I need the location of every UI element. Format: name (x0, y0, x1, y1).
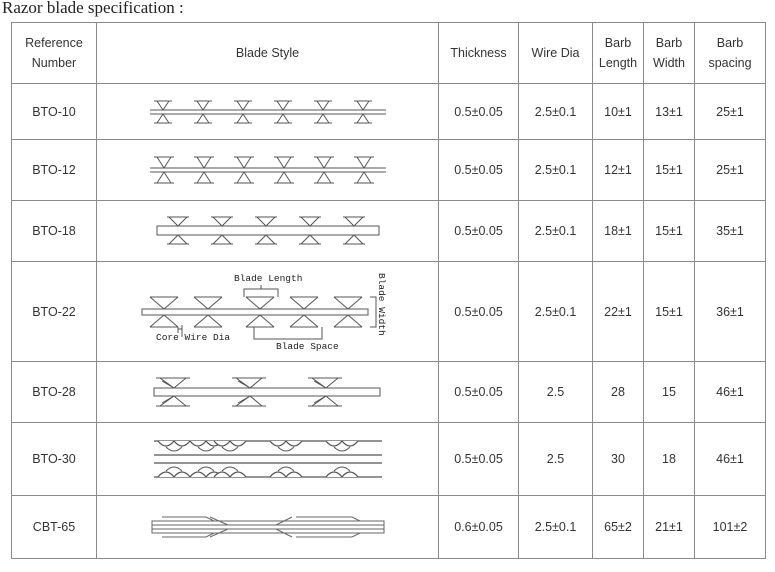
header-barb-width: Barb Width (644, 23, 695, 84)
barb-length-cell: 18±1 (593, 201, 644, 262)
blade-space-label: Blade Space (275, 340, 339, 352)
header-row (12, 23, 766, 84)
page-title: Razor blade specification : (2, 0, 184, 17)
blade-width-label: Blade Width (375, 272, 387, 336)
table-row (12, 84, 766, 140)
reference-cell: BTO-12 (12, 140, 97, 201)
barb-length-cell: 65±2 (593, 496, 644, 559)
blade-style-cell (97, 362, 439, 423)
thickness-cell: 0.5±0.05 (439, 84, 519, 140)
barb-spacing-cell: 35±1 (695, 201, 766, 262)
spec-table (11, 22, 766, 559)
blade-style-cell (97, 262, 439, 362)
barb-width-cell: 21±1 (644, 496, 695, 559)
barb-spacing-cell: 25±1 (695, 140, 766, 201)
barb-spacing-cell: 46±1 (695, 362, 766, 423)
wire-dia-cell: 2.5±0.1 (519, 496, 593, 559)
thickness-cell: 0.6±0.05 (439, 496, 519, 559)
barb-width-cell: 15±1 (644, 140, 695, 201)
reference-cell: BTO-30 (12, 423, 97, 496)
table-row (12, 140, 766, 201)
blade-bto28-drawing (152, 375, 384, 409)
blade-style-cell (97, 201, 439, 262)
wire-dia-cell: 2.5±0.1 (519, 140, 593, 201)
table-row (12, 423, 766, 496)
thickness-cell: 0.5±0.05 (439, 423, 519, 496)
thickness-cell: 0.5±0.05 (439, 262, 519, 362)
header-wire-dia: Wire Dia (519, 23, 593, 84)
barb-length-cell: 30 (593, 423, 644, 496)
blade-style-cell (97, 84, 439, 140)
barb-spacing-cell: 25±1 (695, 84, 766, 140)
blade-bto12-drawing (148, 153, 388, 187)
blade-cbt65-drawing (148, 512, 388, 542)
barb-width-cell: 15±1 (644, 262, 695, 362)
barb-spacing-cell: 101±2 (695, 496, 766, 559)
table-row (12, 496, 766, 559)
blade-style-cell (97, 496, 439, 559)
barb-width-cell: 15±1 (644, 201, 695, 262)
reference-cell: BTO-22 (12, 262, 97, 362)
barb-spacing-cell: 46±1 (695, 423, 766, 496)
barb-width-cell: 13±1 (644, 84, 695, 140)
header-reference: Reference Number (12, 23, 97, 84)
thickness-cell: 0.5±0.05 (439, 201, 519, 262)
table-row (12, 262, 766, 362)
wire-dia-cell: 2.5±0.1 (519, 84, 593, 140)
table-row (12, 362, 766, 423)
barb-length-cell: 28 (593, 362, 644, 423)
barb-length-cell: 22±1 (593, 262, 644, 362)
barb-length-cell: 12±1 (593, 140, 644, 201)
header-blade-style: Blade Style (97, 23, 439, 84)
wire-dia-cell: 2.5±0.1 (519, 262, 593, 362)
header-barb-length: Barb Length (593, 23, 644, 84)
blade-bto18-drawing (155, 213, 381, 249)
reference-cell: BTO-28 (12, 362, 97, 423)
wire-dia-cell: 2.5±0.1 (519, 201, 593, 262)
thickness-cell: 0.5±0.05 (439, 140, 519, 201)
thickness-cell: 0.5±0.05 (439, 362, 519, 423)
blade-style-cell (97, 140, 439, 201)
reference-cell: BTO-10 (12, 84, 97, 140)
blade-length-label: Blade Length (233, 272, 302, 284)
wire-dia-cell: 2.5 (519, 423, 593, 496)
header-thickness: Thickness (439, 23, 519, 84)
barb-width-cell: 18 (644, 423, 695, 496)
reference-cell: CBT-65 (12, 496, 97, 559)
core-wire-label: Core Wire Dia (155, 331, 230, 343)
table-row (12, 201, 766, 262)
barb-width-cell: 15 (644, 362, 695, 423)
wire-dia-cell: 2.5 (519, 362, 593, 423)
reference-cell: BTO-18 (12, 201, 97, 262)
blade-bto30-drawing (150, 437, 386, 481)
barb-length-cell: 10±1 (593, 84, 644, 140)
blade-style-cell (97, 423, 439, 496)
blade-bto22-drawing (138, 267, 398, 357)
header-barb-spacing: Barb spacing (695, 23, 766, 84)
barb-spacing-cell: 36±1 (695, 262, 766, 362)
blade-bto10-drawing (148, 95, 388, 129)
